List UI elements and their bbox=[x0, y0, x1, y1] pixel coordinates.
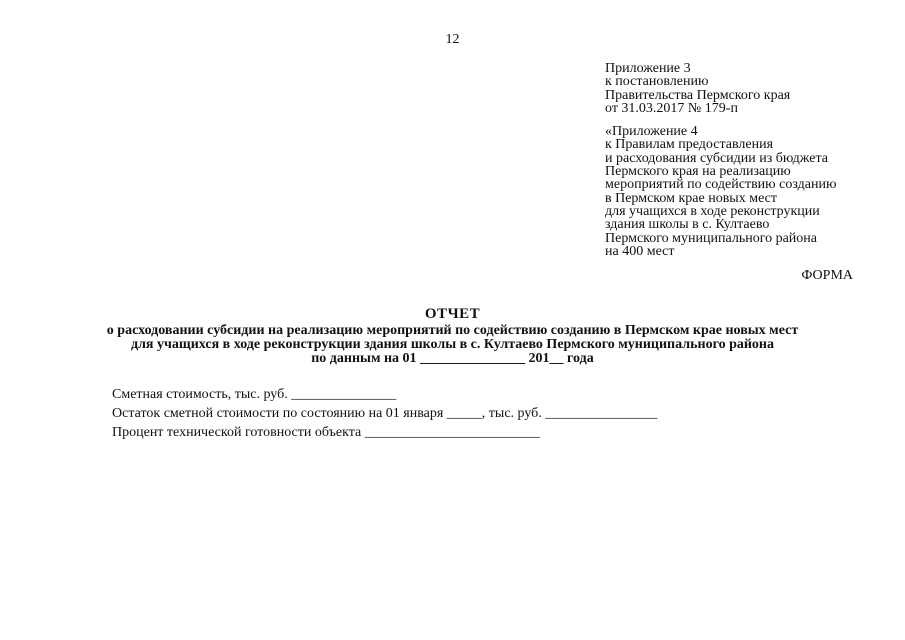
appendix-line: к Правилам предоставления bbox=[605, 137, 774, 153]
form-label: ФОРМА bbox=[801, 268, 853, 283]
appendix-line: от 31.03.2017 № 179-п bbox=[605, 100, 738, 116]
appendix-line: «Приложение 4 bbox=[605, 124, 698, 140]
technical-readiness-field: Процент технической готовности объекта _________________________ bbox=[112, 425, 540, 440]
estimated-cost-field: Сметная стоимость, тыс. руб. _______________ bbox=[112, 387, 397, 402]
appendix-line: Приложение 3 bbox=[605, 61, 691, 76]
appendix-line: и расходования субсидии из бюджета bbox=[605, 150, 828, 166]
remaining-cost-field: Остаток сметной стоимости по состоянию на 01 января _____, тыс. руб. ________________ bbox=[112, 406, 658, 421]
appendix-line: на 400 мест bbox=[605, 243, 675, 259]
document-subtitle bbox=[0, 324, 905, 366]
form-fields bbox=[112, 386, 657, 443]
appendix-line: для учащихся в ходе реконструкции bbox=[605, 203, 820, 219]
appendix-line: в Пермском крае новых мест bbox=[605, 190, 777, 206]
appendix-line: Правительства Пермского края bbox=[605, 87, 791, 103]
appendix-line: Пермского края на реализацию bbox=[605, 164, 791, 180]
page-number: 12 bbox=[445, 32, 460, 47]
appendix-line: здания школы в с. Култаево bbox=[605, 217, 770, 233]
subtitle-line: по данным на 01 _______________ 201__ года bbox=[311, 351, 594, 366]
appendix-block bbox=[605, 62, 836, 258]
appendix-line: мероприятий по содействию созданию bbox=[605, 177, 837, 193]
subtitle-line: о расходовании субсидии на реализацию мероприятий по содействию созданию в Пермском крае новых мест bbox=[106, 323, 799, 338]
appendix-line: Пермского муниципального района bbox=[605, 230, 817, 246]
subtitle-line: для учащихся в ходе реконструкции здания школы в с. Култаево Пермского муниципального района bbox=[130, 337, 774, 352]
appendix-line: к постановлению bbox=[605, 74, 709, 90]
document-title: ОТЧЕТ bbox=[424, 306, 481, 322]
